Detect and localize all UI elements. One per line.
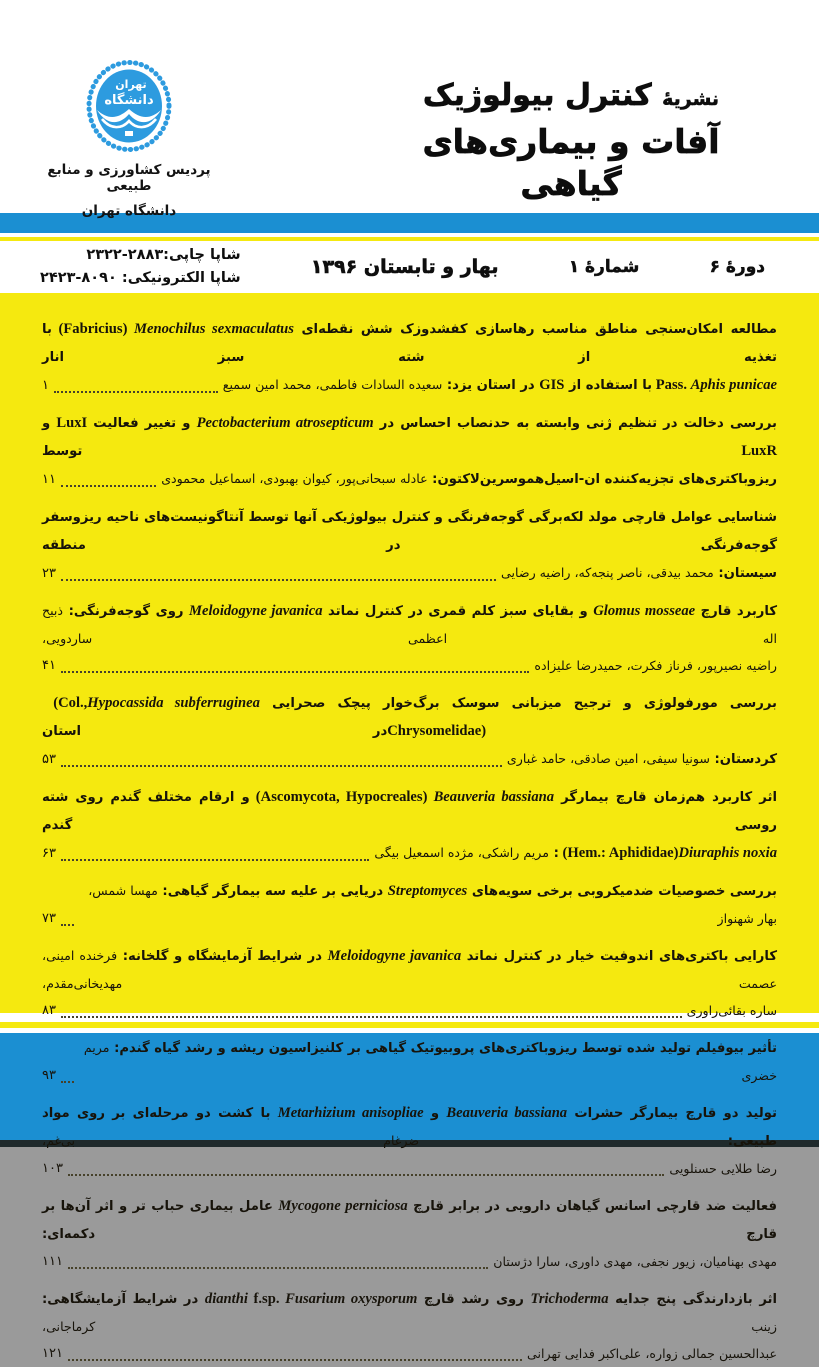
volume-label: دورۀ ۶ [709,257,765,277]
authors-text: رضا طلایی حسنلویی [669,1161,777,1176]
title-text: GIS [539,377,565,393]
authors-text: مهسا شمس، بهار شهنواز [88,883,777,926]
page-number: ۴۱ [42,658,56,673]
title-text: در شرایط آزمایشگاه و گلخانه: [117,949,328,964]
entry-text [161,465,777,493]
title-text: (Ascomycota, Hypocreales) [249,789,434,805]
title-text: توسط [42,444,742,459]
page-number: ۵۳ [42,752,56,767]
entry-line [42,597,777,652]
masthead [0,0,819,219]
scientific-name: Glomus mosseae [593,603,696,619]
journal-title-prefix: نشریۀ [662,88,720,110]
logo-book [125,131,133,136]
title-text: بررسی دخالت در تنظیم ژنی وابسته به حدنصاب احساس در [373,416,777,431]
entry-text [687,997,777,1024]
toc-entry [42,689,777,773]
page-number: ۱۲۱ [42,1346,63,1361]
issn-block [40,244,241,290]
page-number: ۹۳ [42,1068,56,1083]
authors-text: عبدالحسین جمالی زواره، علی‌اکبر فدایی تهرانی [527,1346,777,1361]
journal-title [368,76,774,205]
entry-text [79,877,777,932]
entry-line [42,1285,777,1340]
scientific-name: Trichoderma [530,1291,609,1307]
issn-print-line [86,247,240,263]
issue-info-bar [0,241,819,293]
scientific-name: Metarhizium anisopliae [277,1105,424,1121]
entry-line [42,689,777,745]
title-text: اثر بازدارندگی پنج جدایه [608,1292,777,1307]
university-of-tehran-logo [84,58,174,155]
page-number: ۱ [42,378,49,393]
title-text: در استان [42,724,388,739]
dots-leader [61,859,369,861]
title-text: (Hem.: Aphididae) [558,845,679,861]
scientific-name: Streptomyces [387,883,468,899]
scientific-name: Meloidogyne javanica [189,603,323,619]
scientific-name: Mycogone perniciosa [278,1198,408,1214]
page-number: ۱۱ [42,472,56,487]
logo-block [34,58,224,219]
entry-last-line [42,371,777,399]
toc-entry [42,942,777,1024]
title-text: عامل بیماری حباب تر و اثر آن‌ها بر قارچ دکمه‌ای: [42,1199,777,1242]
title-text: مطالعه امکان‌سنجی مناطق مناسب رهاسازی کفشدوزک شش نقطه‌ای [293,322,777,337]
toc-entry [42,315,777,399]
issue-label: شمارۀ ۱ [568,257,640,277]
title-text: (Col., Chrysomelidae) [42,695,777,739]
scientific-name: Aphis punicae [690,377,777,393]
page-number: ۶۳ [42,846,56,861]
title-text: و [42,416,57,431]
toc-body [0,293,819,1361]
dots-leader [61,924,74,926]
issn-online-label: شاپا الکترونیکی: [121,270,241,286]
entry-last-line [42,1340,777,1367]
dots-leader [54,391,218,393]
title-text: سیستان: [713,566,777,581]
scientific-name: Beauveria bassiana [433,789,555,805]
dots-leader [61,671,529,673]
journal-title-line2: آفات و بیماری‌های گیاهی [422,122,720,203]
entry-text [534,652,777,679]
toc-entry [42,409,777,493]
dots-leader [61,579,496,581]
issn-online-value: ۲۴۲۳-۸۰۹۰ [40,270,117,286]
title-text: با استفاده از [564,378,653,393]
dots-leader [61,1016,682,1018]
toc-entry [42,1034,777,1089]
title-text: کارایی باکتری‌های اندوفیت خیار در کنترل نماتد [461,949,777,964]
toc-entry [42,1192,777,1275]
entry-text [527,1340,777,1367]
entry-last-line [42,1155,777,1182]
authors-text: عادله سبحانی‌پور، کیوان بهبودی، اسماعیل محمودی [161,471,428,486]
authors-text: فرخنده امینی، عصمت مهدیخانی‌مقدم، [42,948,777,991]
logo-text-daneshgah: دانشگاه [104,93,154,108]
title-text: روی رشد قارچ [417,1292,531,1307]
scientific-name: Pectobacterium atrosepticum [196,415,374,431]
toc-entry [42,1285,777,1367]
title-text: در شرایط آزمایشگاهی: [42,1292,205,1307]
university-name: دانشگاه تهران [81,203,177,219]
title-text: ریزوباکتری‌های تجزیه‌کننده ان-اسیل‌هموسرین‌لاکتون: [427,472,777,487]
entry-last-line [42,559,777,587]
page-number: ۷۳ [42,911,56,926]
toc-entry [42,503,777,587]
authors-text: مهدی بهنامیان، زیور نجفی، مهدی داوری، سارا دژستان [493,1254,777,1269]
entry-last-line [42,745,777,773]
entry-text [501,559,777,587]
scientific-name: Beauveria bassiana [446,1105,568,1121]
title-text: فعالیت ضد قارچی اسانس گیاهان دارویی در برابر قارچ [407,1199,777,1214]
title-text: در استان یزد: [442,378,540,393]
title-text: تأثیر بیوفیلم تولید شده توسط ریزوباکتری‌های پروبیوتیک گیاهی بر کلنیزاسیون ریشه و رشد گیاه گندم: [109,1041,777,1056]
authors-text: سعیده السادات فاطمی، محمد امین سمیع [222,377,443,392]
dots-leader [61,765,502,767]
journal-title-line1 [368,76,774,119]
authors-text: زینب کرماجانی، [42,1319,777,1334]
campus-name: پردیس کشاورزی و منابع طبیعی [47,162,211,194]
entry-last-line [42,1248,777,1275]
title-text: شناسایی عوامل قارچی مولد لکه‌برگی گوجه‌فرنگی و کنترل بیولوژیکی آنها توسط آنتاگونیست‌های ناحیه ریزوسفر گوجه‌فرنگی در منطقه [42,510,777,553]
authors-text: ذبیح اله اعظمی ساردویی، [42,603,777,646]
title-text: بررسی مورفولوژی و ترجیح میزبانی سوسک برگ‌خوار پیچک صحرایی [259,696,777,711]
entry-line [42,942,777,997]
entry-text [493,1248,777,1275]
title-text: Pass. [652,377,691,393]
issn-print-value: ۲۳۲۲-۲۸۸۳ [86,247,164,263]
entry-line [42,315,777,371]
page-number: ۸۳ [42,1003,56,1018]
entry-line [42,503,777,559]
title-text: با کشت دو مرحله‌ای بر روی مواد طبیعی: [42,1106,777,1149]
authors-text: سونیا سیفی، امین صادقی، حامد غباری [506,751,710,766]
toc-entry [42,877,777,932]
scientific-name: Diuraphis noxia [678,845,777,861]
entry-text [669,1155,777,1182]
title-text: : [548,846,559,861]
entry-text [507,745,777,773]
title-text: کردستان: [709,752,777,767]
page-number: ۲۳ [42,566,56,581]
issn-print-label: شاپا چاپی: [163,247,241,263]
scientific-name: dianthi [204,1291,248,1307]
entry-text [374,839,777,867]
dots-leader [68,1174,664,1176]
entry-last-line [42,465,777,493]
scientific-name: Fusarium oxysporum [285,1291,418,1307]
scientific-name: Meloidogyne javanica [327,948,462,964]
entry-last-line [42,997,777,1024]
entry-last-line [42,839,777,867]
entry-line [42,783,777,839]
title-text: (Fabricius) [51,321,135,337]
title-text: f.sp. [247,1291,286,1307]
toc-entry [42,597,777,679]
toc-entry [42,783,777,867]
title-text: کاربرد قارچ [695,604,778,619]
title-text: اثر کاربرد هم‌زمان قارچ بیمارگر [554,790,777,805]
page-number: ۱۰۳ [42,1161,63,1176]
authors-text: مریم خضری [83,1040,777,1083]
authors-text: ساره بقائی‌راوری [686,1003,777,1018]
title-text: با تغذیه از شته سبز انار [42,322,777,365]
entry-last-line [42,652,777,679]
title-text: LuxI [56,415,88,431]
entry-line [42,1099,777,1155]
entry-line [42,409,777,465]
authors-text: ضرغام بی‌غم، [42,1133,420,1148]
toc-list [42,315,777,1367]
title-text: LuxR [741,443,777,459]
authors-text: راضیه نصیرپور، فرناز فکرت، حمیدرضا علیزاده [534,658,777,673]
scientific-name: Menochilus sexmaculatus [134,321,294,337]
entry-line [42,1192,777,1248]
authors-text: محمد بیدقی، ناصر پنجه‌که، راضیه رضایی [501,565,714,580]
issn-online-line [40,270,241,286]
title-text: روی گوجه‌فرنگی: [63,604,190,619]
journal-title-main: کنترل بیولوژیک [422,78,652,113]
title-text: و بقایای سبز کلم قمری در کنترل نماتد [322,604,594,619]
title-text: و [423,1106,447,1121]
title-text: و ارقام مختلف گندم روی شته روسی گندم [42,790,777,833]
authors-text: مریم راشکی، مژده اسمعیل بیگی [374,845,549,860]
title-text: دریایی بر علیه سه بیمارگر گیاهی: [157,884,388,899]
logo-text-tehran: تهران [115,78,147,91]
title-text: تولید دو قارچ بیمارگر حشرات [567,1106,777,1121]
dots-leader [61,1081,74,1083]
scientific-name: Hypocassida subferruginea [87,695,260,711]
page-number: ۱۱۱ [42,1254,63,1269]
title-text: بررسی خصوصیات ضدمیکروبی برخی سویه‌های [467,884,777,899]
toc-entry [42,1099,777,1182]
dots-leader [61,485,156,487]
entry-text [79,1034,777,1089]
entry-text [223,371,777,399]
dots-leader [68,1267,488,1269]
season-label: بهار و تابستان ۱۳۹۶ [310,256,499,278]
entry-last-line [42,1034,777,1089]
dots-leader [68,1359,522,1361]
entry-last-line [42,877,777,932]
title-text: و تغییر فعالیت [87,416,197,431]
